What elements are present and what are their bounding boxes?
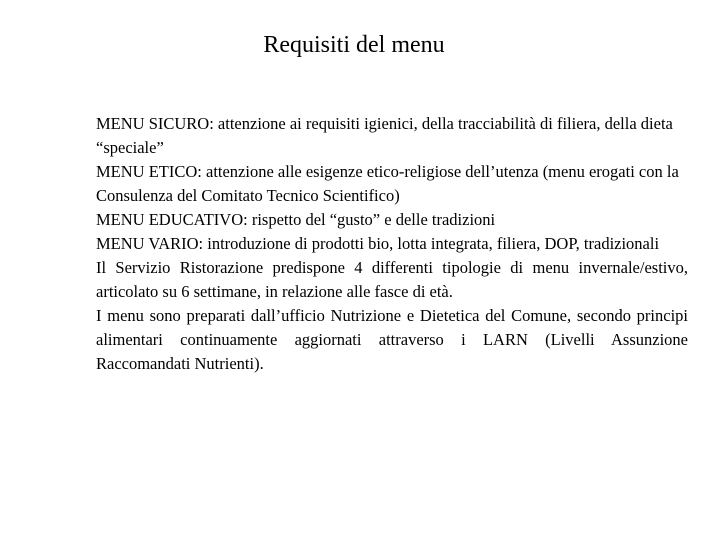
slide-title: Requisiti del menu bbox=[263, 32, 445, 58]
paragraph-menu-educativo: MENU EDUCATIVO: rispetto del “gusto” e delle tradizioni bbox=[96, 210, 496, 229]
paragraph-ufficio-nutrizione: I menu sono preparati dall’ufficio Nutrizione e Dietetica del Comune, secondo principi alimentari continuamente aggiornati attraverso i LARN (Livelli Assunzione Raccomandati Nutrienti). bbox=[96, 306, 688, 373]
slide-body bbox=[96, 112, 688, 376]
paragraph-menu-sicuro: MENU SICURO: attenzione ai requisiti igienici, della tracciabilità di filiera, della dieta “speciale” bbox=[96, 114, 673, 157]
paragraph-menu-vario: MENU VARIO: introduzione di prodotti bio, lotta integrata, filiera, DOP, tradizionali bbox=[96, 234, 660, 253]
paragraph-servizio-ristorazione: Il Servizio Ristorazione predispone 4 differenti tipologie di menu invernale/estivo, articolato su 6 settimane, in relazione alle fasce di età. bbox=[96, 258, 688, 301]
paragraph-menu-etico: MENU ETICO: attenzione alle esigenze etico-religiose dell’utenza (menu erogati con la Consulenza del Comitato Tecnico Scientifico) bbox=[96, 162, 679, 205]
